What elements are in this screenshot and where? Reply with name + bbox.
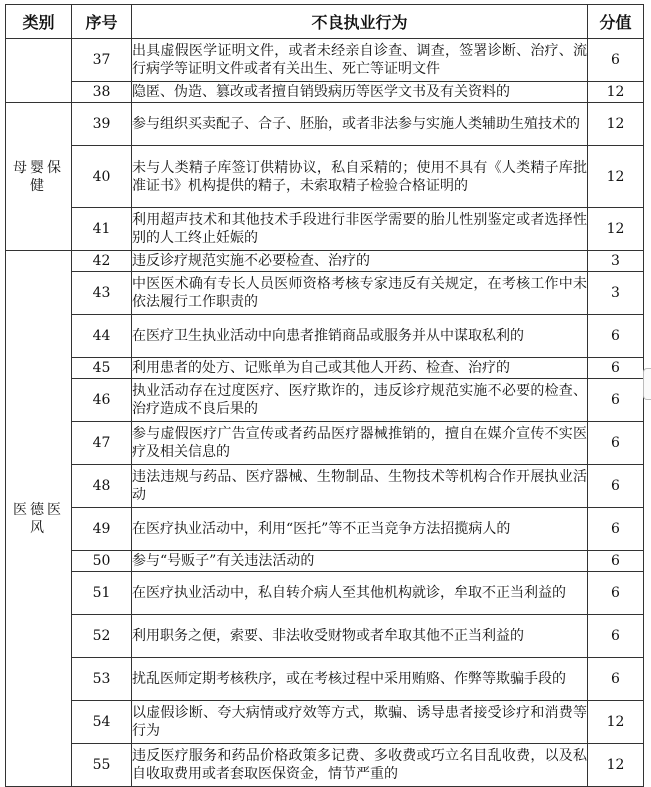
row-score: 6	[588, 658, 644, 701]
table-row	[6, 744, 644, 787]
header-score: 分值	[588, 5, 644, 39]
table-row	[6, 39, 644, 82]
row-number: 42	[72, 251, 132, 272]
row-score: 12	[588, 744, 644, 787]
table-row	[6, 103, 644, 146]
row-score: 6	[588, 508, 644, 551]
row-number: 49	[72, 508, 132, 551]
row-behavior: 中医医术确有专长人员医师资格考核专家违反有关规定，在考核工作中未依法履行工作职责的	[132, 272, 588, 315]
row-behavior: 利用患者的处方、记账单为自己或其他人开药、检查、治疗的	[132, 358, 588, 379]
row-score: 6	[588, 358, 644, 379]
row-score: 6	[588, 465, 644, 508]
row-number: 50	[72, 551, 132, 572]
table-row	[6, 272, 644, 315]
row-behavior: 参与组织买卖配子、合子、胚胎，或者非法参与实施人类辅助生殖技术的	[132, 103, 588, 146]
table-row	[6, 251, 644, 272]
row-score: 6	[588, 551, 644, 572]
row-behavior: 出具虚假医学证明文件，或者未经亲自诊查、调查，签署诊断、治疗、流行病学等证明文件或者有关出生、死亡等证明文件	[132, 39, 588, 82]
row-number: 41	[72, 208, 132, 251]
table-row	[6, 146, 644, 208]
table-row	[6, 465, 644, 508]
header-number: 序号	[72, 5, 132, 39]
row-score: 6	[588, 422, 644, 465]
category-medical-ethics: 医德医风	[6, 251, 72, 787]
row-behavior: 违反医疗服务和药品价格政策多记费、多收费或巧立名目乱收费，以及私自收取费用或者套取医保资金，情节严重的	[132, 744, 588, 787]
misconduct-table	[5, 4, 644, 787]
row-score: 3	[588, 251, 644, 272]
table-row	[6, 508, 644, 551]
row-behavior: 利用超声技术和其他技术手段进行非医学需要的胎儿性别鉴定或者选择性别的人工终止妊娠的	[132, 208, 588, 251]
row-score: 12	[588, 82, 644, 103]
header-category: 类别	[6, 5, 72, 39]
row-score: 6	[588, 39, 644, 82]
row-number: 52	[72, 615, 132, 658]
row-behavior: 利用职务之便，索要、非法收受财物或者牟取其他不正当利益的	[132, 615, 588, 658]
row-number: 53	[72, 658, 132, 701]
row-score: 12	[588, 701, 644, 744]
row-behavior: 在医疗执业活动中，私自转介病人至其他机构就诊，牟取不正当利益的	[132, 572, 588, 615]
row-number: 44	[72, 315, 132, 358]
table-row	[6, 82, 644, 103]
row-number: 51	[72, 572, 132, 615]
row-score: 6	[588, 315, 644, 358]
row-number: 55	[72, 744, 132, 787]
table-row	[6, 701, 644, 744]
table-row	[6, 379, 644, 422]
row-behavior: 参与“号贩子”有关违法活动的	[132, 551, 588, 572]
category-maternal-infant: 母婴保健	[6, 103, 72, 251]
row-number: 46	[72, 379, 132, 422]
row-number: 48	[72, 465, 132, 508]
row-score: 12	[588, 146, 644, 208]
row-score: 3	[588, 272, 644, 315]
table-row	[6, 422, 644, 465]
row-behavior: 违反诊疗规范实施不必要检查、治疗的	[132, 251, 588, 272]
row-behavior: 违法违规与药品、医疗器械、生物制品、生物技术等机构合作开展执业活动	[132, 465, 588, 508]
row-number: 40	[72, 146, 132, 208]
row-behavior: 在医疗执业活动中，利用“医托”等不正当竞争方法招揽病人的	[132, 508, 588, 551]
row-behavior: 未与人类精子库签订供精协议，私自采精的；使用不具有《人类精子库批准证书》机构提供的精子，未索取精子检验合格证明的	[132, 146, 588, 208]
row-number: 54	[72, 701, 132, 744]
table-row	[6, 358, 644, 379]
row-behavior: 扰乱医师定期考核秩序，或在考核过程中采用贿赂、作弊等欺骗手段的	[132, 658, 588, 701]
row-behavior: 执业活动存在过度医疗、医疗欺诈的，违反诊疗规范实施不必要的检查、治疗造成不良后果的	[132, 379, 588, 422]
row-number: 43	[72, 272, 132, 315]
row-score: 12	[588, 208, 644, 251]
row-number: 47	[72, 422, 132, 465]
table-row	[6, 658, 644, 701]
row-number: 45	[72, 358, 132, 379]
row-score: 12	[588, 103, 644, 146]
row-behavior: 在医疗卫生执业活动中向患者推销商品或服务并从中谋取私利的	[132, 315, 588, 358]
table-header-row	[6, 5, 644, 39]
row-number: 38	[72, 82, 132, 103]
header-behavior: 不良执业行为	[132, 5, 588, 39]
row-score: 6	[588, 379, 644, 422]
table-row	[6, 208, 644, 251]
conduct-table-page	[5, 4, 643, 782]
table-row	[6, 551, 644, 572]
row-score: 6	[588, 615, 644, 658]
row-behavior: 隐匿、伪造、篡改或者擅自销毁病历等医学文书及有关资料的	[132, 82, 588, 103]
side-scroll-handle[interactable]	[643, 368, 651, 400]
category-cell-blank	[6, 39, 72, 103]
row-number: 39	[72, 103, 132, 146]
table-row	[6, 315, 644, 358]
row-number: 37	[72, 39, 132, 82]
row-score: 6	[588, 572, 644, 615]
table-row	[6, 615, 644, 658]
row-behavior: 参与虚假医疗广告宣传或者药品医疗器械推销的，擅自在媒介宣传不实医疗及相关信息的	[132, 422, 588, 465]
row-behavior: 以虚假诊断、夸大病情或疗效等方式，欺骗、诱导患者接受诊疗和消费等行为	[132, 701, 588, 744]
table-row	[6, 572, 644, 615]
